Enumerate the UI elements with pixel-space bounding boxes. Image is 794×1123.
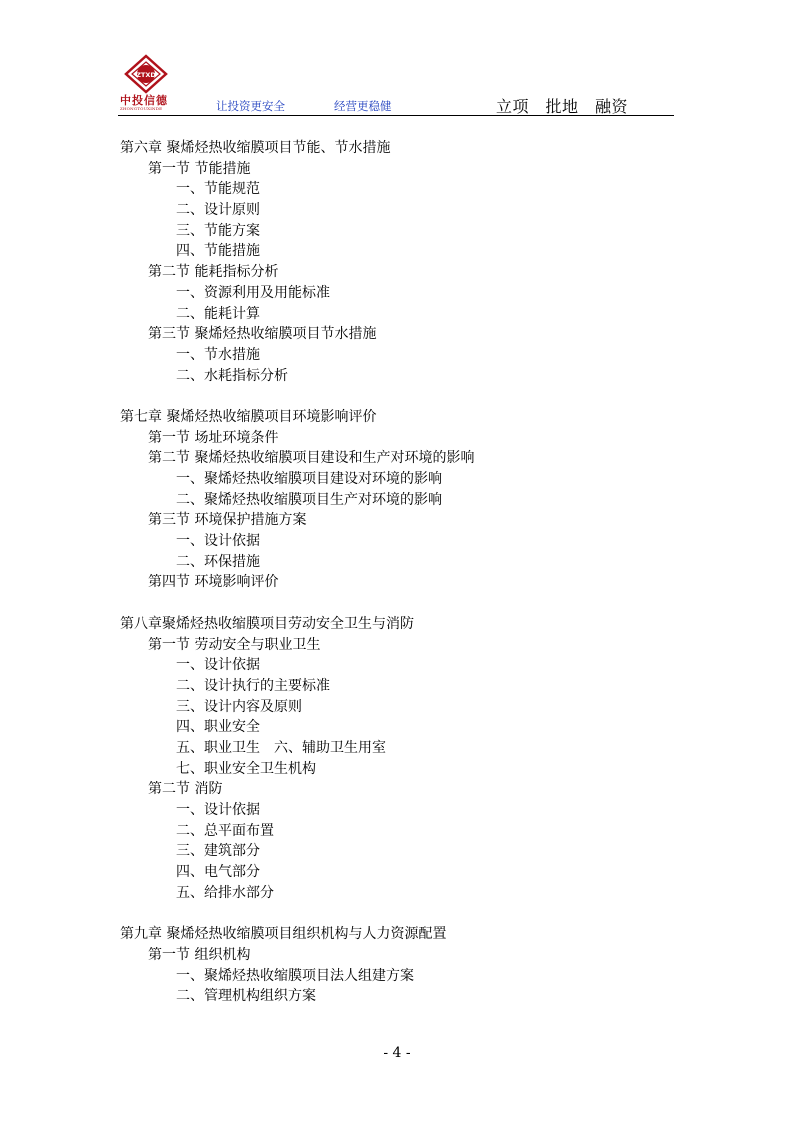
toc-section: 第一节 组织机构	[148, 946, 251, 963]
toc-section: 第一节 劳动安全与职业卫生	[148, 636, 321, 653]
toc-item: 一、设计依据	[176, 802, 260, 818]
toc-spacer	[120, 593, 720, 614]
toc-item: 四、电气部分	[176, 864, 260, 881]
logo-brand-text: 中投信德	[120, 94, 168, 107]
toc-item: 一、设计依据	[176, 533, 260, 550]
toc-item: 三、设计内容及原则	[176, 698, 302, 715]
toc-section: 第一节 场址环境条件	[148, 429, 279, 446]
page-number: - 4 -	[383, 1045, 411, 1061]
toc-item: 七、职业安全卫生机构	[176, 760, 316, 777]
toc-chapter: 第七章 聚烯烃热收缩膜项目环境影响评价	[120, 408, 377, 425]
toc-item: 二、环保措施	[176, 553, 260, 570]
toc-section: 第一节 节能措施	[148, 160, 251, 177]
toc-chapter: 第九章 聚烯烃热收缩膜项目组织机构与人力资源配置	[120, 926, 447, 943]
toc-item: 一、设计依据	[176, 657, 260, 674]
toc-section: 第二节 消防	[148, 781, 223, 798]
toc-item: 四、职业安全	[176, 719, 260, 736]
toc-item: 四、节能措施	[176, 243, 260, 260]
toc-chapter: 第六章 聚烯烃热收缩膜项目节能、节水措施	[120, 140, 391, 156]
header-tagline: 立项 批地 融资	[495, 97, 628, 116]
toc-section: 第三节 环境保护措施方案	[148, 512, 307, 529]
toc-item: 三、节能方案	[176, 222, 260, 239]
toc-item: 五、给排水部分	[176, 884, 274, 901]
toc-section: 第三节 聚烯烃热收缩膜项目节水措施	[148, 326, 377, 343]
toc-item: 一、聚烯烃热收缩膜项目法人组建方案	[176, 967, 414, 984]
logo-mark-text: ZTXD	[136, 71, 156, 79]
logo-emblem-icon	[118, 54, 174, 94]
toc-item: 二、水耗指标分析	[176, 367, 288, 384]
table-of-contents	[120, 138, 720, 1007]
company-logo	[118, 54, 174, 114]
toc-item: 二、能耗计算	[176, 305, 260, 322]
toc-item: 五、职业卫生 六、辅助卫生用室	[176, 739, 386, 756]
header-divider	[118, 115, 674, 116]
toc-section: 第二节 能耗指标分析	[148, 264, 279, 281]
toc-section: 第二节 聚烯烃热收缩膜项目建设和生产对环境的影响	[148, 450, 475, 467]
page-header	[118, 54, 674, 116]
toc-item: 一、聚烯烃热收缩膜项目建设对环境的影响	[176, 471, 442, 487]
toc-chapter: 第八章聚烯烃热收缩膜项目劳动安全卫生与消防	[120, 615, 414, 632]
toc-item: 一、节能规范	[176, 181, 260, 198]
toc-item: 二、管理机构组织方案	[176, 988, 316, 1005]
toc-section: 第四节 环境影响评价	[148, 574, 279, 591]
toc-item: 一、节水措施	[176, 346, 260, 363]
toc-item: 二、设计原则	[176, 202, 260, 219]
slogan-left: 让投资更安全	[216, 99, 285, 113]
toc-item: 三、建筑部分	[176, 843, 260, 860]
toc-item: 二、总平面布置	[176, 822, 274, 839]
toc-item: 二、设计执行的主要标准	[176, 677, 330, 694]
logo-sub-text: ZHONGTOUXINDE	[120, 106, 163, 111]
toc-spacer	[120, 903, 720, 924]
slogan-right: 经营更稳健	[334, 99, 392, 113]
toc-item: 二、聚烯烃热收缩膜项目生产对环境的影响	[176, 491, 442, 508]
toc-spacer	[120, 386, 720, 407]
toc-item: 一、资源利用及用能标准	[176, 284, 330, 301]
